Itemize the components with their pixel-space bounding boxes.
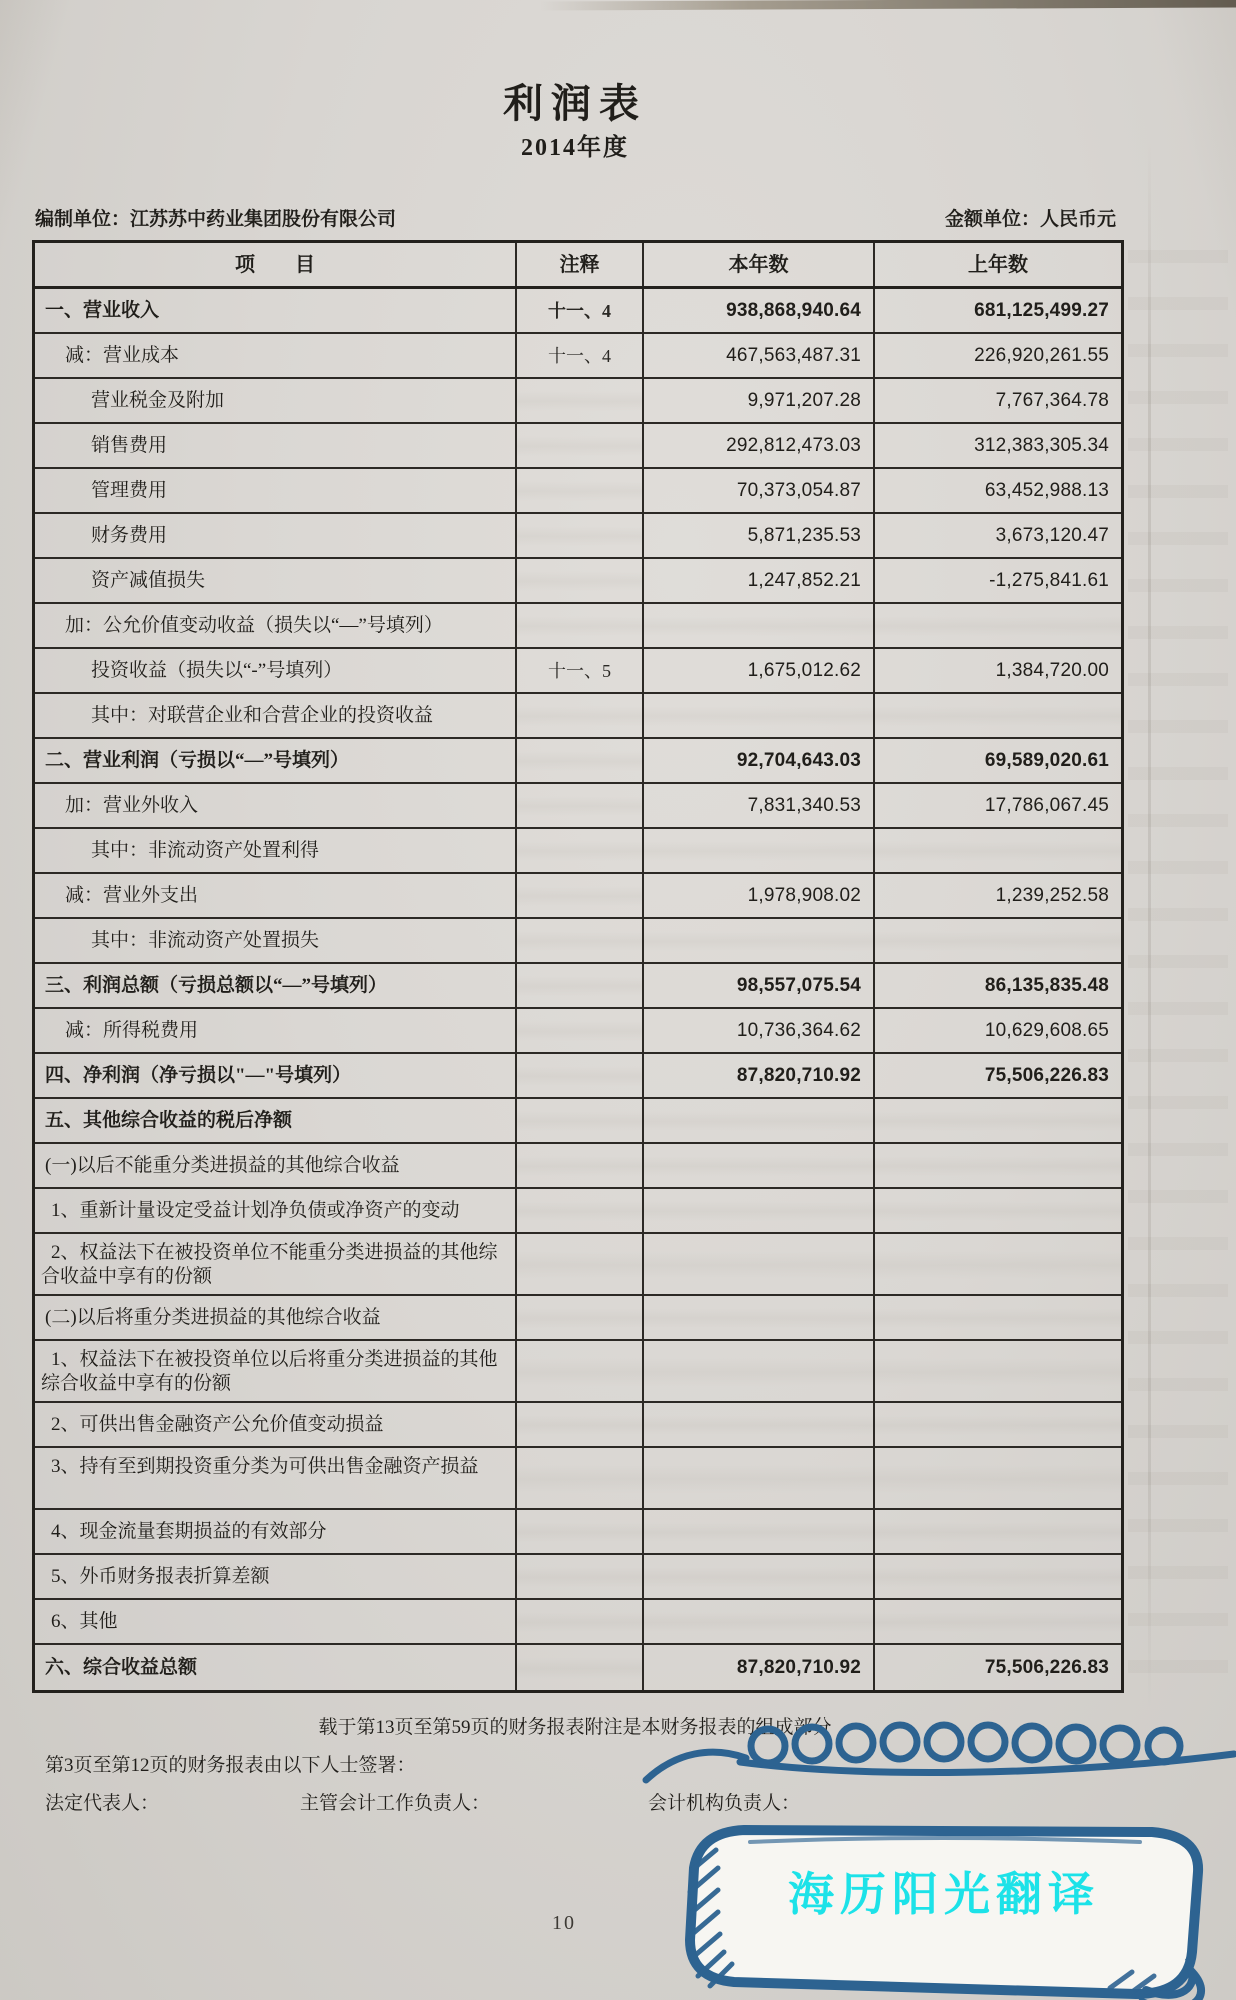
table-row xyxy=(35,694,1121,739)
cell-current xyxy=(644,1600,875,1643)
cell-prior: 681,125,499.27 xyxy=(974,299,1109,321)
cell-note xyxy=(517,514,644,557)
cell-prior xyxy=(875,829,1121,872)
prepared-by: 编制单位：江苏苏中药业集团股份有限公司 xyxy=(35,209,397,230)
cell-current: 292,812,473.03 xyxy=(644,424,875,467)
cell-note xyxy=(517,604,644,647)
table-row xyxy=(35,379,1121,424)
cell-item: 3、持有至到期投资重分类为可供出售金融资产损益 xyxy=(35,1448,517,1508)
cell-prior: 312,383,305.34 xyxy=(974,434,1109,456)
hand-drawn-doodle xyxy=(640,1700,1236,2000)
cell-note: 十一、4 xyxy=(517,289,644,332)
cell-item: 2、权益法下在被投资单位不能重分类进损益的其他综合收益中享有的份额 xyxy=(35,1234,517,1294)
cell-prior: 63,452,988.13 xyxy=(984,479,1109,501)
cell-current: 1,247,852.21 xyxy=(644,559,875,602)
table-row xyxy=(35,1099,1121,1144)
cell-item: 资产减值损失 xyxy=(35,559,517,602)
cell-current: 1,675,012.62 xyxy=(644,649,875,692)
cell-prior xyxy=(875,1189,1121,1232)
cell-item: 加：营业外收入 xyxy=(35,784,517,827)
cell-note xyxy=(517,469,644,512)
cell-current xyxy=(644,919,875,962)
cell-note xyxy=(517,1510,644,1553)
cell-note xyxy=(517,1600,644,1643)
cell-current xyxy=(644,1234,875,1294)
cell-note xyxy=(517,1054,644,1097)
table-row xyxy=(35,1448,1121,1510)
cell-current xyxy=(644,1341,875,1401)
cell-item: 4、现金流量套期损益的有效部分 xyxy=(35,1510,517,1553)
cell-note xyxy=(517,1189,644,1232)
cell-current: 467,563,487.31 xyxy=(644,334,875,377)
cell-item: 减：营业外支出 xyxy=(35,874,517,917)
coil-line xyxy=(646,1752,746,1780)
cell-note xyxy=(517,1296,644,1339)
cell-prior: 226,920,261.55 xyxy=(974,344,1109,366)
cell-current: 7,831,340.53 xyxy=(644,784,875,827)
table-row xyxy=(35,649,1121,694)
cell-prior xyxy=(875,1448,1121,1508)
cell-prior xyxy=(875,1555,1121,1598)
cell-prior: -1,275,841.61 xyxy=(989,569,1109,591)
income-table-body xyxy=(35,289,1121,1690)
cell-item: 6、其他 xyxy=(35,1600,517,1643)
cell-item: 减：营业成本 xyxy=(35,334,517,377)
cell-prior: 75,506,226.83 xyxy=(984,1064,1109,1086)
table-row xyxy=(35,559,1121,604)
cell-note xyxy=(517,739,644,782)
translation-watermark: 海历阳光翻译 xyxy=(788,1868,1100,1920)
header-note: 注释 xyxy=(517,243,644,286)
cell-prior: 86,135,835.48 xyxy=(984,974,1109,996)
cell-current: 938,868,940.64 xyxy=(644,289,875,332)
cell-note xyxy=(517,1448,644,1508)
table-row xyxy=(35,1341,1121,1403)
cell-note xyxy=(517,694,644,737)
cell-item: 五、其他综合收益的税后净额 xyxy=(35,1099,517,1142)
cell-current xyxy=(644,829,875,872)
accounting-department-head-label: 会计机构负责人： xyxy=(648,1793,801,1814)
cell-prior: 1,239,252.58 xyxy=(995,884,1109,906)
cell-item: 其中：非流动资产处置利得 xyxy=(35,829,517,872)
table-row xyxy=(35,469,1121,514)
cell-item: 四、净利润（净亏损以"—"号填列） xyxy=(35,1054,517,1097)
cell-current xyxy=(644,1510,875,1553)
header-prior-year: 上年数 xyxy=(968,253,1028,276)
cell-item: 三、利润总额（亏损总额以“—”号填列） xyxy=(35,964,517,1007)
cell-prior: 75,506,226.83 xyxy=(984,1656,1109,1678)
cell-item: 1、重新计量设定受益计划净负债或净资产的变动 xyxy=(35,1189,517,1232)
table-row xyxy=(35,829,1121,874)
table-row xyxy=(35,289,1121,334)
cell-current xyxy=(644,1296,875,1339)
cell-item: (二)以后将重分类进损益的其他综合收益 xyxy=(35,1296,517,1339)
table-row xyxy=(35,784,1121,829)
cell-current xyxy=(644,1555,875,1598)
cell-item: 财务费用 xyxy=(35,514,517,557)
table-row xyxy=(35,1144,1121,1189)
cell-current: 10,736,364.62 xyxy=(644,1009,875,1052)
cell-note xyxy=(517,964,644,1007)
cell-note: 十一、4 xyxy=(517,334,644,377)
cell-prior xyxy=(875,694,1121,737)
cell-prior xyxy=(875,1296,1121,1339)
table-row xyxy=(35,334,1121,379)
table-row xyxy=(35,1403,1121,1448)
cell-prior: 10,629,608.65 xyxy=(984,1019,1109,1041)
table-row xyxy=(35,424,1121,469)
cell-note xyxy=(517,1555,644,1598)
cell-item: 营业税金及附加 xyxy=(35,379,517,422)
cell-item: (一)以后不能重分类进损益的其他综合收益 xyxy=(35,1144,517,1187)
scan-page-edge xyxy=(540,0,1236,11)
cell-note xyxy=(517,1099,644,1142)
table-row xyxy=(35,604,1121,649)
cell-current xyxy=(644,604,875,647)
cell-prior: 1,384,720.00 xyxy=(995,659,1109,681)
cell-prior xyxy=(875,604,1121,647)
cell-note xyxy=(517,829,644,872)
table-row xyxy=(35,1510,1121,1555)
table-row xyxy=(35,1555,1121,1600)
table-row xyxy=(35,1600,1121,1645)
cell-item: 销售费用 xyxy=(35,424,517,467)
cell-item: 其中：非流动资产处置损失 xyxy=(35,919,517,962)
cell-note: 十一、5 xyxy=(517,649,644,692)
cell-prior: 69,589,020.61 xyxy=(984,749,1109,771)
table-row xyxy=(35,1054,1121,1099)
cell-item: 一、营业收入 xyxy=(35,289,517,332)
cell-note xyxy=(517,874,644,917)
cell-item: 加：公允价值变动收益（损失以“—”号填列） xyxy=(35,604,517,647)
cell-current xyxy=(644,1448,875,1508)
cell-current: 70,373,054.87 xyxy=(644,469,875,512)
table-row xyxy=(35,514,1121,559)
cell-prior xyxy=(875,1341,1121,1401)
bleed-through-artifact xyxy=(1128,250,1228,1690)
cell-item: 减：所得税费用 xyxy=(35,1009,517,1052)
cell-item: 管理费用 xyxy=(35,469,517,512)
cell-note xyxy=(517,784,644,827)
cell-item: 六、综合收益总额 xyxy=(35,1645,517,1690)
cell-note xyxy=(517,1645,644,1690)
cell-item: 其中：对联营企业和合营企业的投资收益 xyxy=(35,694,517,737)
cell-prior xyxy=(875,1234,1121,1294)
cell-prior: 3,673,120.47 xyxy=(995,524,1109,546)
cell-note xyxy=(517,919,644,962)
cell-current: 5,871,235.53 xyxy=(644,514,875,557)
table-header-row xyxy=(35,243,1121,289)
cell-current: 98,557,075.54 xyxy=(644,964,875,1007)
cell-prior xyxy=(875,1144,1121,1187)
cell-current xyxy=(644,694,875,737)
cell-current: 1,978,908.02 xyxy=(644,874,875,917)
cell-note xyxy=(517,424,644,467)
header-current-year: 本年数 xyxy=(644,243,875,286)
meta-row xyxy=(32,204,1118,234)
attachment-note: 载于第13页至第59页的财务报表附注是本财务报表的组成部分 xyxy=(318,1717,832,1738)
cell-current xyxy=(644,1099,875,1142)
cell-prior: 7,767,364.78 xyxy=(995,389,1109,411)
table-row xyxy=(35,919,1121,964)
cell-prior xyxy=(875,1600,1121,1643)
cell-prior xyxy=(875,1403,1121,1446)
cell-note xyxy=(517,1234,644,1294)
table-row xyxy=(35,739,1121,784)
currency-unit-note: 金额单位：人民币元 xyxy=(944,209,1116,230)
cell-note xyxy=(517,1009,644,1052)
cell-current xyxy=(644,1403,875,1446)
cell-prior xyxy=(875,1510,1121,1553)
signed-statement: 第3页至第12页的财务报表由以下人士签署： xyxy=(45,1755,416,1776)
cell-item: 1、权益法下在被投资单位以后将重分类进损益的其他综合收益中享有的份额 xyxy=(35,1341,517,1401)
chief-accountant-label: 主管会计工作负责人： xyxy=(300,1793,491,1814)
cell-current: 92,704,643.03 xyxy=(644,739,875,782)
cell-current: 87,820,710.92 xyxy=(644,1645,875,1690)
report-period: 2014年度 xyxy=(521,135,629,161)
cell-current xyxy=(644,1144,875,1187)
table-row xyxy=(35,1296,1121,1341)
page-number: 10 xyxy=(552,1912,576,1934)
income-statement-table xyxy=(32,240,1124,1693)
cell-item: 2、可供出售金融资产公允价值变动损益 xyxy=(35,1403,517,1446)
table-row xyxy=(35,1189,1121,1234)
cell-item: 二、营业利润（亏损以“—”号填列） xyxy=(35,739,517,782)
cell-prior xyxy=(875,1099,1121,1142)
cell-prior xyxy=(875,919,1121,962)
table-row xyxy=(35,1234,1121,1296)
legal-representative-label: 法定代表人： xyxy=(45,1793,160,1814)
header-item: 项 目 xyxy=(35,243,517,286)
cell-prior: 17,786,067.45 xyxy=(984,794,1109,816)
cell-item: 5、外币财务报表折算差额 xyxy=(35,1555,517,1598)
cell-current: 87,820,710.92 xyxy=(644,1054,875,1097)
cell-note xyxy=(517,559,644,602)
cell-note xyxy=(517,379,644,422)
page-title: 利润表 xyxy=(503,81,647,126)
cell-note xyxy=(517,1403,644,1446)
cell-item: 投资收益（损失以“-”号填列） xyxy=(35,649,517,692)
cell-note xyxy=(517,1341,644,1401)
table-row xyxy=(35,964,1121,1009)
cell-current: 9,971,207.28 xyxy=(644,379,875,422)
cell-current xyxy=(644,1189,875,1232)
table-row xyxy=(35,874,1121,919)
cell-note xyxy=(517,1144,644,1187)
table-row xyxy=(35,1009,1121,1054)
table-row xyxy=(35,1645,1121,1690)
